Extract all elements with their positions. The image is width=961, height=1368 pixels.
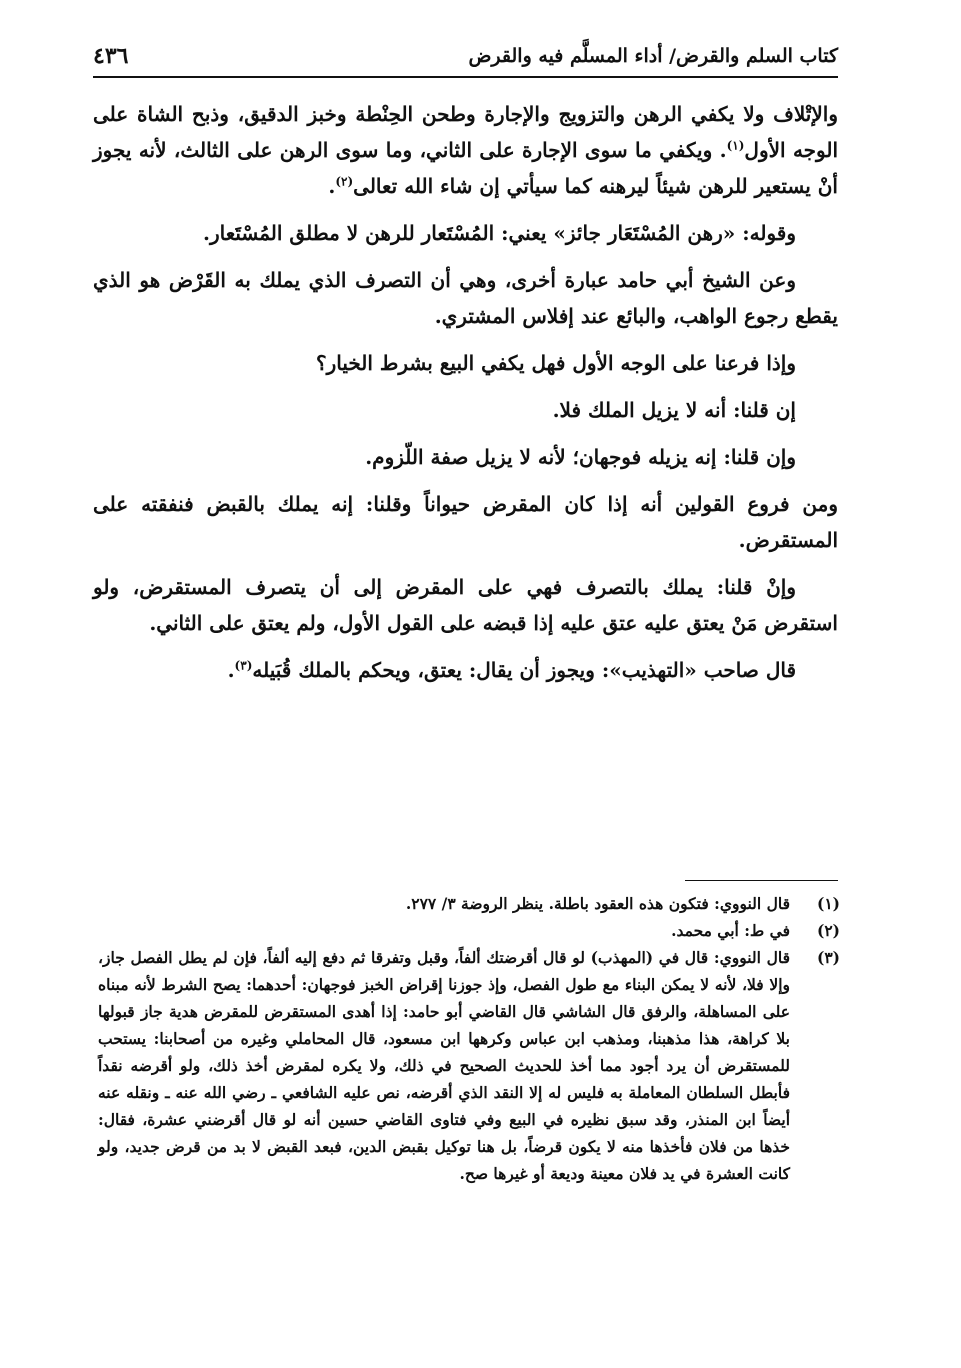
footnote-number: (٣) (816, 948, 840, 967)
paragraph-9-end: . (227, 658, 235, 682)
paragraph-4: وإذا فرعنا على الوجه الأول فهل يكفي البيع بشرط الخيار؟ (315, 351, 796, 375)
paragraph-8: وإنْ قلنا: يملك بالتصرف فهي على المقرض إلى أن يتصرف المستقرض، ولو استقرض مَنْ يعتق عليه عتق عليه إذا قبضه على القول الأول، ولم يعتق على الثاني. (93, 575, 838, 635)
paragraph-1 (93, 96, 838, 204)
paragraph-9-text: قال صاحب «التهذيب»: ويجوز أن يقال: يعتق، ويحكم بالملك قُبَيله (252, 658, 796, 682)
paragraph-9 (93, 652, 838, 688)
footnote-text: في ط: أبي محمد. (671, 921, 790, 940)
footnote-text: قال النووي: قال في (المهذب) لو قال أقرضتك ألفاً، وقبل وتفرقا ثم دفع إليه ألفاً، فإن لم يطل الفصل جاز، وإلا فلا، لأنه لا يمكن البناء مع طول الفصل، وإذ جوزنا إقراض الخبز فوجهان: أحدهما: يصح الشرط لأنه مبناه على المساهلة، والرفق قال الشاشي قال القاضي أبو حامد: إذا أهدى المستقرض للمقرض هدية جاز قبولها بلا كراهة، هذا مذهبنا، ومذهب ابن عباس وكرهها ابن مسعود، قال المحاملي وغيره من أصحابنا: يستحب للمستقرض أن يرد أجود مما أخذ للحديث الصحيح في ذلك، ولا يكره لمقرض أخذ ذلك، ولو أقرضه نقداً فأبطل السلطان المعاملة به فليس له إلا النقد الذي أقرضه، نص عليه الشافعي ـ رضي الله عنه ـ ونقله عنه أيضاً ابن المنذر، وقد سبق نظيره في البيع وفي فتاوى القاضي حسين أنه لو قال أقرضني عشرة، فقال: خذها من فلان فأخذها منه لا يكون قرضاً، بل هنا توكيل بقبض الدين، فبعد القبض لا بد من قرض جديد، ولو كانت العشرة في يد فلان معينة وديعة أو غيرها صح. (98, 948, 790, 1183)
footnote-1 (98, 890, 840, 917)
page-number: ٤٣٦ (93, 43, 129, 69)
footnote-ref-3: (٣) (234, 658, 253, 673)
footnote-number: (٢) (816, 921, 840, 940)
footnote-2 (98, 917, 840, 944)
paragraph-2: وقوله: «رهن المُسْتَعَار جائز» يعني: المُسْتَعار للرهن لا مطلق المُسْتَعار. (203, 221, 796, 245)
paragraph-1-text-a: والإتْلاف ولا يكفي الرهن والتزويج والإجارة وطحن الحِنْطة وخبز الدقيق، وذبح الشاة على الوجه الأول (93, 102, 839, 162)
header-rule (93, 76, 838, 78)
footnote-ref-1: (١) (726, 138, 745, 153)
paragraph-7: ومن فروع القولين أنه إذا كان المقرض حيواناً وقلنا: إنه يملك بالقبض فنفقته على المستقرض. (93, 492, 838, 552)
footnote-number: (١) (816, 894, 840, 913)
paragraph-6: وإن قلنا: إنه يزيله فوجهان؛ لأنه لا يزيل صفة اللّزوم. (365, 445, 796, 469)
paragraph-1-text-b: . ويكفي ما سوى الإجارة على الثاني، وما سوى الرهن على الثالث، لأنه يجوز أنْ يستعير للرهن شيئاً ليرهنه كما سيأتي إن شاء الله تعالى (93, 138, 838, 198)
footnote-separator (685, 880, 838, 881)
footnote-3 (98, 944, 840, 1187)
page-header (93, 36, 838, 76)
footnote-ref-2: (٢) (335, 174, 354, 189)
running-title: كتاب السلم والقرض/ أداء المسلَّم فيه والقرض (468, 45, 838, 67)
paragraph-3: وعن الشيخ أبي حامد عبارة أخرى، وهي أن التصرف الذي يملك به القَرْض هو الذي يقطع رجوع الواهب، والبائع عند إفلاس المشتري. (93, 268, 838, 328)
main-text (93, 96, 838, 699)
paragraph-5: إن قلنا: أنه لا يزيل الملك فلا. (552, 398, 796, 422)
footnote-text: قال النووي: فتكون هذه العقود باطلة. ينظر الروضة ٣/ ٢٧٧. (405, 894, 790, 913)
footnotes (98, 890, 840, 1187)
paragraph-1-end: . (328, 174, 336, 198)
